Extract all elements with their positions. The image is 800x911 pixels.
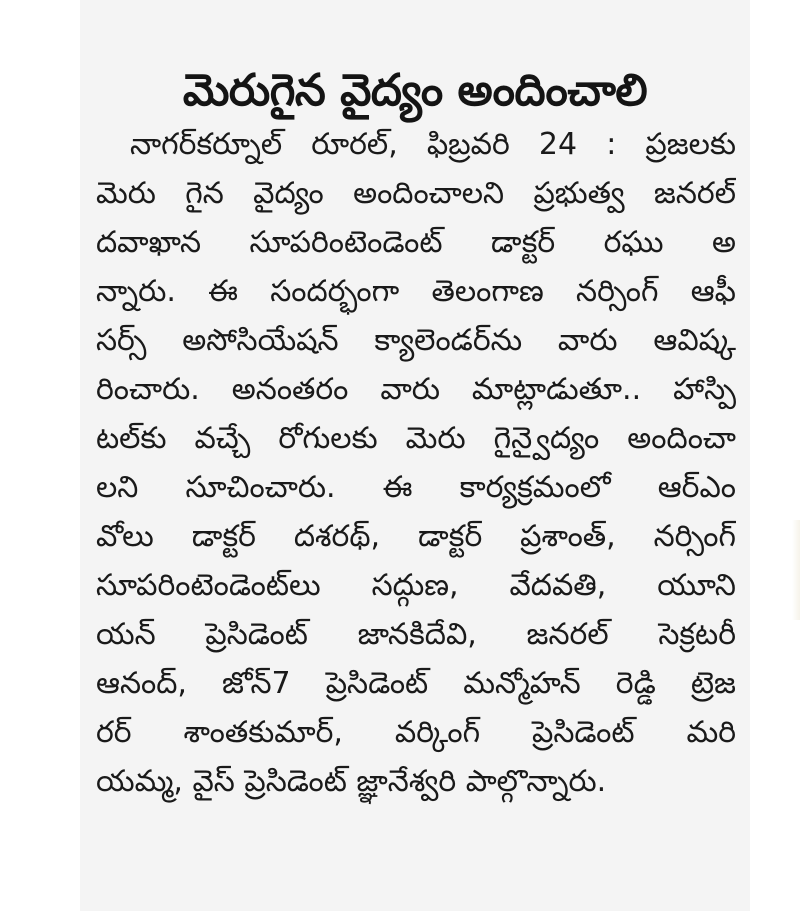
article-body [96, 120, 736, 806]
article-line: న్నారు. ఈ సందర్భంగా తెలంగాణ నర్సింగ్ ఆఫీ [96, 274, 736, 309]
article-line: యమ్మ, వైస్ ప్రెసిడెంట్ జ్ఞానేశ్వరి పాల్గొన్నారు. [96, 764, 607, 799]
article-line: రించారు. అనంతరం వారు మాట్లాడుతూ.. హాస్పి [96, 372, 736, 407]
article-line: మెరు గైన వైద్యం అందించాలని ప్రభుత్వ జనరల్ [96, 176, 736, 211]
article-line: వోలు డాక్టర్ దశరథ్, డాక్టర్ ప్రశాంత్, నర్సింగ్ [96, 519, 736, 554]
news-clipping [80, 0, 750, 911]
article-line: నాగర్‌కర్నూల్ రూరల్, ఫిబ్రవరి 24 : ప్రజలకు [130, 127, 736, 162]
article-line: టల్‌కు వచ్చే రోగులకు మెరు గైన్వైద్యం అందించా [96, 421, 736, 456]
page-edge-shadow [792, 520, 800, 620]
article-line: రర్ శాంతకుమార్, వర్కింగ్ ప్రెసిడెంట్ మరి [96, 715, 736, 750]
article-line: సూపరింటెండెంట్‌లు సద్గుణ, వేదవతి, యూని [96, 568, 736, 603]
article-line: సర్స్ అసోసియేషన్ క్యాలెండర్‌ను వారు ఆవిష్క [96, 323, 736, 358]
article-line: యన్ ప్రెసిడెంట్ జానకిదేవి, జనరల్ సెక్రటరీ [96, 617, 736, 652]
article-line: లని సూచించారు. ఈ కార్యక్రమంలో ఆర్ఎం [96, 470, 736, 505]
article-line: దవాఖాన సూపరింటెండెంట్ డాక్టర్ రఘు అ [96, 225, 736, 260]
headline: మెరుగైన వైద్యం అందించాలి [182, 65, 648, 117]
article-line: ఆనంద్, జోన్7 ప్రెసిడెంట్ మన్మోహన్ రెడ్డి ట్రెజ [96, 666, 736, 701]
